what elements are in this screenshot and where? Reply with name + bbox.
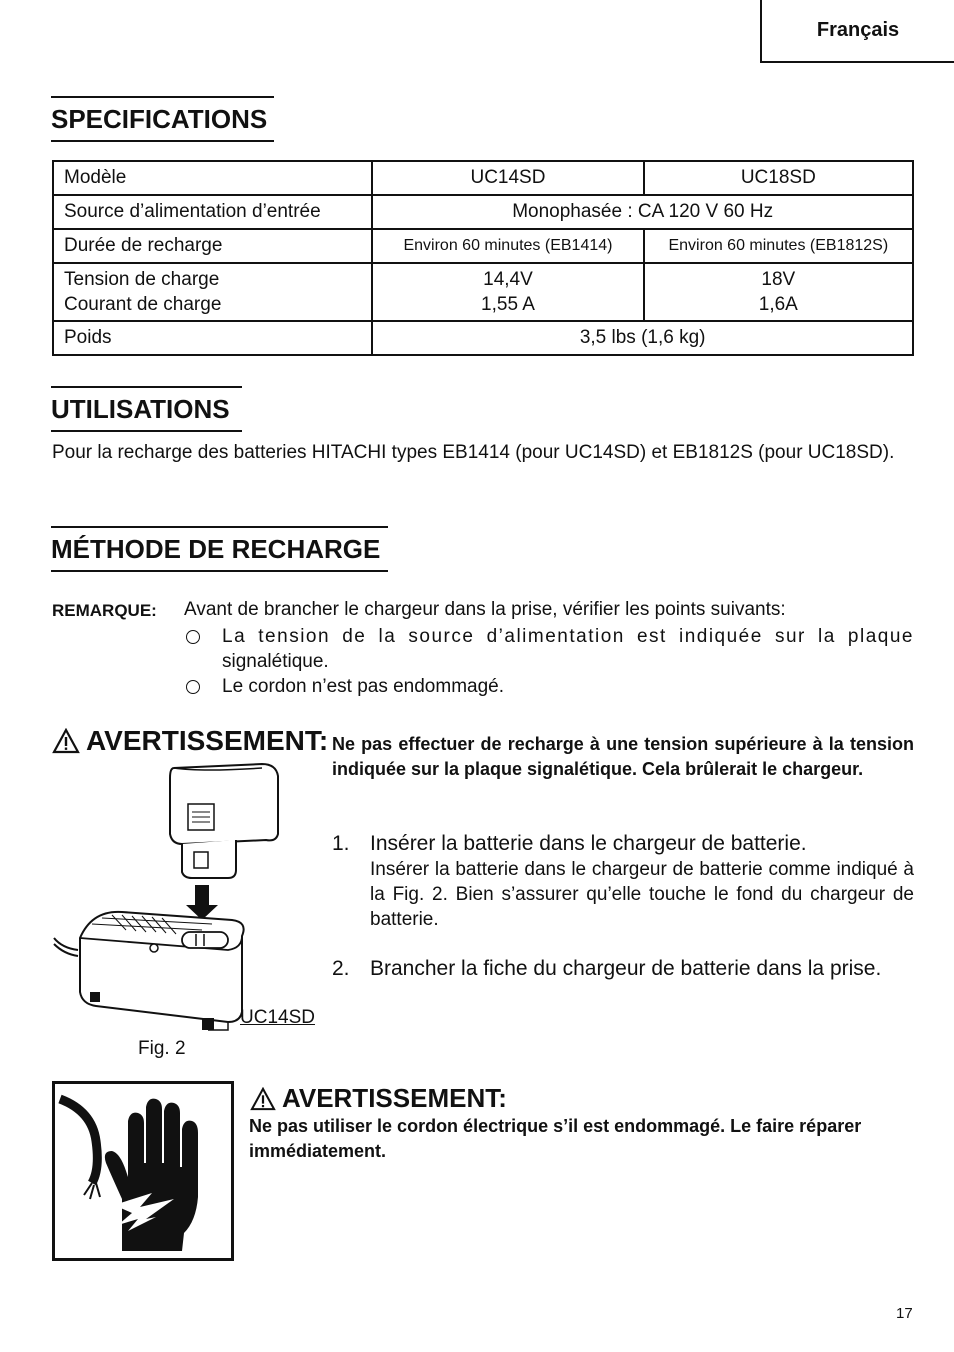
bullet-circle-icon: [186, 630, 200, 644]
warning-heading-label: AVERTISSEMENT:: [282, 1083, 507, 1113]
table-cell: Source d’alimentation d’entrée: [53, 195, 372, 229]
warning-text: Ne pas utiliser le cordon électrique s’il est endommagé. Le faire réparer immédiatement.: [249, 1116, 862, 1161]
language-tab: [760, 0, 954, 63]
table-cell: UC14SD: [372, 161, 643, 195]
table-cell: [372, 263, 643, 321]
methode-title: MÉTHODE DE RECHARGE: [51, 526, 388, 572]
warning-heading-label: AVERTISSEMENT:: [86, 725, 329, 756]
bullet-line: Le cordon n’est pas endommagé.: [222, 676, 505, 697]
table-cell: [53, 263, 372, 321]
utilisations-title: UTILISATIONS: [51, 386, 242, 432]
cell-line: 18V: [761, 269, 796, 290]
warning-heading: [250, 1083, 507, 1114]
cell-line: Courant de charge: [64, 294, 222, 315]
table-cell: Monophasée : CA 120 V 60 Hz: [372, 195, 913, 229]
step-title: Insérer la batterie dans le chargeur de batterie.: [370, 832, 807, 855]
electric-shock-hazard-icon: [52, 1081, 234, 1261]
table-cell: [644, 263, 913, 321]
page-number: 17: [896, 1305, 913, 1322]
table-row: [53, 161, 913, 195]
bullet-circle-icon: [186, 680, 200, 694]
specifications-table: [52, 160, 914, 356]
cell-line: 1,55 A: [481, 294, 535, 315]
cell-line: Tension de charge: [64, 269, 220, 290]
battery-icon: [170, 764, 278, 878]
cell-line: 14,4V: [483, 269, 533, 290]
arrow-down-icon: [186, 885, 218, 920]
charger-icon: [54, 912, 244, 1030]
table-row: [53, 195, 913, 229]
warning-heading: [52, 725, 328, 757]
list-item: [222, 624, 914, 674]
table-cell: Environ 60 minutes (EB1812S): [644, 229, 913, 263]
table-cell: 3,5 lbs (1,6 kg): [372, 321, 913, 355]
warning-triangle-icon: [250, 1087, 276, 1111]
figure-caption: Fig. 2: [138, 1038, 186, 1059]
table-cell: Modèle: [53, 161, 372, 195]
table-cell: Poids: [53, 321, 372, 355]
bullet-line: La tension de la source d’alimentation est indiquée sur la plaque: [222, 626, 914, 647]
language-tab-label: Français: [816, 19, 900, 41]
table-cell: Environ 60 minutes (EB1414): [372, 229, 643, 263]
table-row: [53, 229, 913, 263]
warning-text: Ne pas effectuer de recharge à une tension supérieure à la tension indiquée sur la plaque signalétique. Cela brûlerait le chargeur.: [332, 734, 914, 779]
step-number: 2.: [332, 957, 350, 980]
table-row: [53, 263, 913, 321]
step-title: Brancher la fiche du chargeur de batterie dans la prise.: [370, 957, 882, 980]
figure-model-label: UC14SD: [240, 1007, 315, 1028]
charger-figure: [52, 760, 322, 1040]
table-row: [53, 321, 913, 355]
utilisations-text: Pour la recharge des batteries HITACHI types EB1414 (pour UC14SD) et EB1812S (pour UC18SD).: [52, 442, 895, 463]
table-cell: Durée de recharge: [53, 229, 372, 263]
specifications-title: SPECIFICATIONS: [51, 96, 274, 142]
note-label: REMARQUE:: [52, 601, 157, 620]
warning-triangle-icon: [52, 728, 80, 754]
step-number: 1.: [332, 832, 350, 855]
bullet-line: signalétique.: [222, 651, 329, 672]
step-detail: Insérer la batterie dans le chargeur de batterie comme indiqué à la Fig. 2. Bien s’assurer qu’elle touche le fond du chargeur de batterie.: [370, 859, 914, 930]
note-text: Avant de brancher le chargeur dans la prise, vérifier les points suivants:: [184, 599, 786, 620]
table-cell: UC18SD: [644, 161, 913, 195]
list-item: [222, 674, 914, 699]
cell-line: 1,6A: [758, 294, 798, 315]
